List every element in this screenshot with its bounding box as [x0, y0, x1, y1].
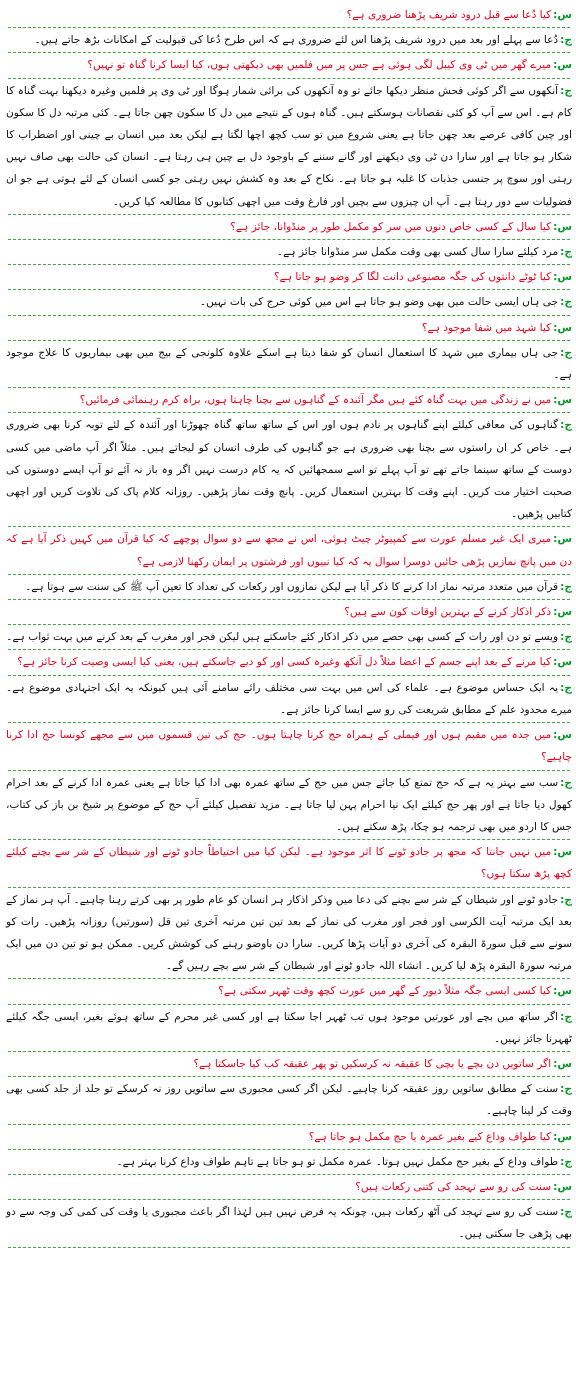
separator: [8, 1004, 570, 1005]
qa-item: [6, 4, 572, 53]
question: [6, 216, 572, 238]
separator: [8, 289, 570, 290]
qa-item: [6, 216, 572, 265]
question-text: ذکر اذکار کرنے کے بہترین اوقات کون سے ہیں؟: [344, 606, 552, 619]
answer-text: قرآن میں متعدد مرتبہ نماز ادا کرنے کا ذکر آیا ہے لیکن نمازوں اور رکعات کی تعداد کا تعین آپ ﷺ کی سنت سے ہوتا ہے۔: [25, 580, 559, 593]
separator: [8, 387, 570, 388]
answer: [6, 1006, 572, 1050]
separator: [8, 315, 570, 316]
separator: [8, 839, 570, 840]
question-text: میں نے زندگی میں بہت گناہ کئے ہیں مگر آئندہ کے گناہوں سے بچنا چاہتا ہوں، براہ کرم رہنمائی فرمائیں؟: [79, 394, 552, 407]
separator: [8, 574, 570, 575]
answer: [6, 291, 572, 313]
qa-item: [6, 724, 572, 840]
question-marker: س:: [553, 9, 572, 21]
qa-item: [6, 651, 572, 723]
answer: [6, 342, 572, 386]
qa-item: [6, 1126, 572, 1175]
answer-text: جی ہاں بیماری میں شہد کا استعمال انسان کو شفا دیتا ہے اسکے علاوہ کلونجی کے بیج میں بھی بیماریوں کا علاج موجود ہے۔: [6, 346, 572, 382]
question-text: کیا شہد میں شفا موجود ہے؟: [421, 321, 552, 334]
qa-item: [6, 317, 572, 389]
separator: [8, 675, 570, 676]
question-marker: س:: [553, 985, 572, 998]
question: [6, 980, 572, 1002]
question-text: میری ایک غیر مسلم عورت سے کمپیوٹر چیٹ ہوئی، اس نے مجھ سے دو سوال پوچھے کہ کیا قرآن میں کہیں ذکر آیا ہے کہ دن میں پانچ نمازیں پڑھی جائیں دوسرا سوال یہ کہ کیا نبیوں اور فرشتوں پر ایمان رکھنا لازمی ہے؟: [6, 533, 572, 568]
qa-item: [6, 980, 572, 1052]
answer-marker: ج:: [560, 580, 572, 593]
answer-text: مرد کیلئے سارا سال کسی بھی وقت مکمل سر منڈوانا جائز ہے۔: [276, 246, 559, 259]
answer-marker: ج:: [560, 246, 572, 259]
answer-marker: ج:: [560, 296, 572, 309]
answer-text: جی ہاں ایسی حالت میں بھی وضو ہو جاتا ہے اس میں کوئی حرج کی بات نہیں۔: [199, 296, 559, 309]
separator: [8, 1149, 570, 1150]
separator: [8, 78, 570, 79]
answer-text: گناہوں کی معافی کیلئے اپنے گناہوں پر نادم ہوں اور اس کے ساتھ ساتھ گناہ چھوڑنا اور آئندہ کے لئے توبہ کرنا بھی ضروری ہے۔ خاص کر ان راستوں سے بچنا بھی ضروری ہے جو گناہوں کی طرف انسان کو لیجاتے ہیں۔ مثلاً اگر آپ ماضی میں کسی دوست کے ساتھ سینما جاتے تھے تو آپ پہلے تو اسے سمجھائیں کہ یہ کام درست نہیں اگر وہ باز نہ آئے تو آپ ایسے دوستوں کی صحبت اختیار مت کریں۔ اپنے وقت کا بہترین استعمال کریں۔ پانچ وقت نماز پڑھیں۔ روزانہ کلام پاک کی تلاوت کریں اور اچھی کتابیں پڑھیں۔: [6, 419, 572, 521]
question-text: سنت کی رو سے تہجد کی کتنی رکعات ہیں؟: [355, 1180, 552, 1193]
question-text: کیا دُعا سے قبل درود شریف پڑھنا ضروری ہے؟: [346, 9, 552, 21]
question: [6, 1126, 572, 1148]
separator: [8, 1247, 570, 1248]
question: [6, 4, 572, 26]
separator: [8, 1124, 570, 1125]
answer: [6, 677, 572, 721]
answer: [6, 772, 572, 839]
separator: [8, 214, 570, 215]
separator: [8, 722, 570, 723]
question: [6, 317, 572, 339]
question: [6, 389, 572, 411]
question-text: کیا ٹوٹے دانتوں کی جگہ مصنوعی دانت لگا کر وضو ہو جاتا ہے؟: [274, 271, 552, 284]
separator: [8, 340, 570, 341]
question-text: کیا طواف وداع کیے بغیر عمرہ یا حج مکمل ہو جاتا ہے؟: [308, 1130, 552, 1143]
qa-item: [6, 841, 572, 979]
answer: [6, 29, 572, 51]
answer-text: جادو ٹونے اور شیطان کے شر سے بچنے کی دعا میں وذکر اذکار ہر انسان کو عام طور پر بھی کرتے رہنا چاہیے۔ آپ ہر نماز کے بعد ایک مرتبہ آیت الکرسی اور فجر اور مغرب کی نماز کے بعد تین تین مرتبہ آخری تین قل (سورتیں) روزانہ پڑھیں۔ رات کو سونے سے قبل سورۃ البقرہ کی آخری دو آیات پڑھا کریں۔ سارا دن باوضو رہنے کی کوشش کریں۔ ممکن ہو تو تین دن میں ایک مرتبہ سورۃ البقرہ پڑھ لیا کریں۔ انشاء اللہ جادو ٹونے اور شیطان کے شر سے بچے رہیں گے۔: [6, 893, 572, 973]
question: [6, 724, 572, 768]
answer-text: یہ ایک حساس موضوع ہے۔ علماء کی اس میں بہت سی مختلف رائے سامنے آئی ہیں کیونکہ یہ ایک اجتہادی موضوع ہے۔ میرے محدود علم کے مطابق شریعت کی رو سے ایسا کرنا جائز ہے۔: [6, 681, 572, 716]
answer: [6, 80, 572, 213]
separator: [8, 264, 570, 265]
question: [6, 1176, 572, 1198]
question-text: اگر ساتویں دن بچے یا بچی کا عقیقہ نہ کرسکیں تو پھر عقیقہ کب کیا جاسکتا ہے؟: [193, 1057, 552, 1070]
question-marker: س:: [553, 656, 572, 669]
answer-text: سب سے بہتر یہ ہے کہ حج تمتع کیا جائے جس میں حج کے ساتھ عمرہ بھی ادا کیا جاتا ہے یعنی عمرہ ادا کرنے کے بعد احرام کھول دیا جاتا ہے اور پھر حج کیلئے ایک نیا احرام پہن لیا جاتا ہے۔ مزید تفصیل کیلئے آپ حج کے موضوع پر شیخ بن باز کی کتاب، جس کا اردو میں بھی ترجمہ ہو چکا، پڑھ سکتے ہیں۔: [6, 776, 572, 833]
answer-marker: ج:: [560, 1155, 572, 1168]
answer: [6, 889, 572, 978]
question-text: میرے گھر میں ٹی وی کیبل لگی ہوئی ہے جس پر میں فلمیں بھی دیکھتی ہوں، کیا ایسا کرنا گناہ تو نہیں؟: [87, 59, 552, 72]
question: [6, 601, 572, 623]
separator: [8, 887, 570, 888]
separator: [8, 1174, 570, 1175]
answer-marker: ج:: [560, 776, 572, 789]
qa-item: [6, 1176, 572, 1248]
answer: [6, 1201, 572, 1245]
answer-text: اگر ساتھ میں بچے اور عورتیں موجود ہوں تب ٹھہر اجا سکتا ہے اور کسی غیر محرم کے ساتھ ہوئے بغیر، ایسی جگہ کیلئے ٹھہرنا جائز نہیں۔: [6, 1010, 572, 1045]
answer-marker: ج:: [560, 34, 572, 47]
answer-marker: ج:: [560, 1010, 572, 1023]
question-marker: س:: [553, 271, 572, 284]
separator: [8, 1199, 570, 1200]
question-marker: س:: [553, 1130, 572, 1143]
question-marker: س:: [553, 1180, 572, 1193]
qa-item: [6, 266, 572, 315]
separator: [8, 978, 570, 979]
separator: [8, 52, 570, 53]
question-marker: س:: [553, 220, 572, 233]
separator: [8, 599, 570, 600]
question: [6, 651, 572, 673]
qa-item: [6, 1053, 572, 1125]
question-marker: س:: [553, 533, 572, 546]
question: [6, 841, 572, 885]
answer-marker: ج:: [560, 893, 572, 906]
qa-item: [6, 528, 572, 600]
answer: [6, 576, 572, 598]
separator: [8, 1051, 570, 1052]
answer: [6, 1151, 572, 1173]
question: [6, 54, 572, 76]
question-marker: س:: [553, 846, 572, 859]
qa-list: [6, 4, 572, 1248]
answer-marker: ج:: [560, 1083, 572, 1096]
qa-item: [6, 54, 572, 214]
answer: [6, 241, 572, 263]
answer-text: دُعا سے پہلے اور بعد میں درود شریف پڑھنا اس لئے ضروری ہے کہ اس طرح دُعا کی قبولیت کے امکانات بڑھ جاتے ہیں۔: [34, 34, 559, 47]
answer: [6, 626, 572, 648]
answer-text: طواف وداع کے بغیر حج مکمل نہیں ہوتا۔ عمرہ مکمل تو ہو جاتا ہے تاہم طواف وداع کرنا بہتر ہے۔: [116, 1155, 559, 1168]
separator: [8, 526, 570, 527]
question-marker: س:: [553, 321, 572, 334]
question-marker: س:: [553, 1057, 572, 1070]
answer-marker: ج:: [560, 346, 572, 359]
answer-marker: ج:: [560, 631, 572, 644]
question-text: کیا مرنے کے بعد اپنے جسم کے اعضا مثلاً دل آنکھ وغیرہ کسی اور کو دیے جاسکتے ہیں، یعنی کیا ایسی وصیت کرنا جائز ہے؟: [17, 656, 552, 669]
separator: [8, 649, 570, 650]
answer-text: سنت کے مطابق ساتویں روز عقیقہ کرنا چاہیے۔ لیکن اگر کسی مجبوری سے ساتویں روز نہ کرسکے تو جلد از جلد کسی بھی وقت کر لینا چاہیے۔: [6, 1083, 572, 1118]
answer-text: آنکھوں سے اگر کوئی فحش منظر دیکھا جائے تو وہ آنکھوں کی برائی شمار ہوگا اور ٹی وی پر فلمیں وغیرہ دیکھنا بہت گناہ کا کام ہے۔ اس سے آپ کو کئی نقصانات ہوسکتے ہیں۔ گناہ ہوں کے نتیجے میں دل کا سکون چھن جاتا ہے۔ کئی مرتبہ دل کا سکون اور چین کافی عرصے بعد چھن جاتا ہے یعنی شروع میں تو سب کچھ اچھا لگتا ہے لیکن بعد میں انسان بے چینی اور اضطراب کا شکار ہو جاتا ہے اور سارا دن ٹی وی دیکھنے اور گانے سننے کے باوجود دل بے چین ہی رہتا ہے۔ انسان کی حالت بھی صاف نہیں رہتی اور سوچ پر جنسی جذبات کا غلبہ ہو جاتا ہے۔ نکاح کے بعد وہ کشش نہیں رہتی جو کسی انسان کے لئے ہوتی ہے جو ان فضولیات سے دور رہتا ہے۔ آپ ان چیزوں سے بچیں اور فارغ وقت میں اچھی کتابوں کا مطالعہ کیا کریں۔: [6, 84, 572, 208]
qa-item: [6, 601, 572, 650]
answer-text: سنت کی رو سے تہجد کی آٹھ رکعات ہیں، چونکہ یہ فرض نہیں ہیں لہٰذا اگر باعث مجبوری یا وقت کی کمی کی وجہ سے دو بھی پڑھی جا سکتی ہیں۔: [6, 1206, 572, 1241]
question-text: کیا سال کے کسی خاص دنوں میں سر کو مکمل طور پر منڈوانا، جائز ہے؟: [230, 220, 552, 233]
answer-text: ویسے تو دن اور رات کے کسی بھی حصے میں ذکر اذکار کئے جاسکتے ہیں لیکن فجر اور مغرب کے بعد کرنے میں بہت ثواب ہے۔: [6, 631, 559, 644]
question-text: کیا کسی ایسی جگہ مثلاً دیور کے گھر میں عورت کچھ وقت ٹھہر سکتی ہے؟: [218, 985, 552, 998]
separator: [8, 770, 570, 771]
question-text: میں نہیں جانتا کہ مجھ پر جادو ٹونے کا اثر موجود ہے۔ لیکن کیا میں احتیاطاً جادو ٹونے اور شیطان کے شر سے بچنے کیلئے کچھ پڑھ سکتا ہوں؟: [6, 846, 572, 881]
answer-marker: ج:: [560, 419, 572, 432]
qa-item: [6, 389, 572, 527]
question-marker: س:: [553, 606, 572, 619]
answer-marker: ج:: [560, 681, 572, 694]
answer-marker: ج:: [560, 1206, 572, 1219]
separator: [8, 27, 570, 28]
separator: [8, 624, 570, 625]
answer: [6, 1078, 572, 1122]
question-marker: س:: [553, 729, 572, 742]
answer-marker: ج:: [560, 84, 572, 97]
question: [6, 266, 572, 288]
separator: [8, 412, 570, 413]
question-marker: س:: [553, 394, 572, 407]
separator: [8, 1076, 570, 1077]
separator: [8, 239, 570, 240]
question: [6, 1053, 572, 1075]
question-text: میں جدہ میں مقیم ہوں اور فیملی کے ہمراہ حج کرنا چاہتا ہوں۔ حج کی تین قسموں میں سے مجھے کونسا حج ادا کرنا چاہیے؟: [6, 729, 572, 764]
answer: [6, 414, 572, 525]
question-marker: س:: [553, 59, 572, 72]
question: [6, 528, 572, 572]
